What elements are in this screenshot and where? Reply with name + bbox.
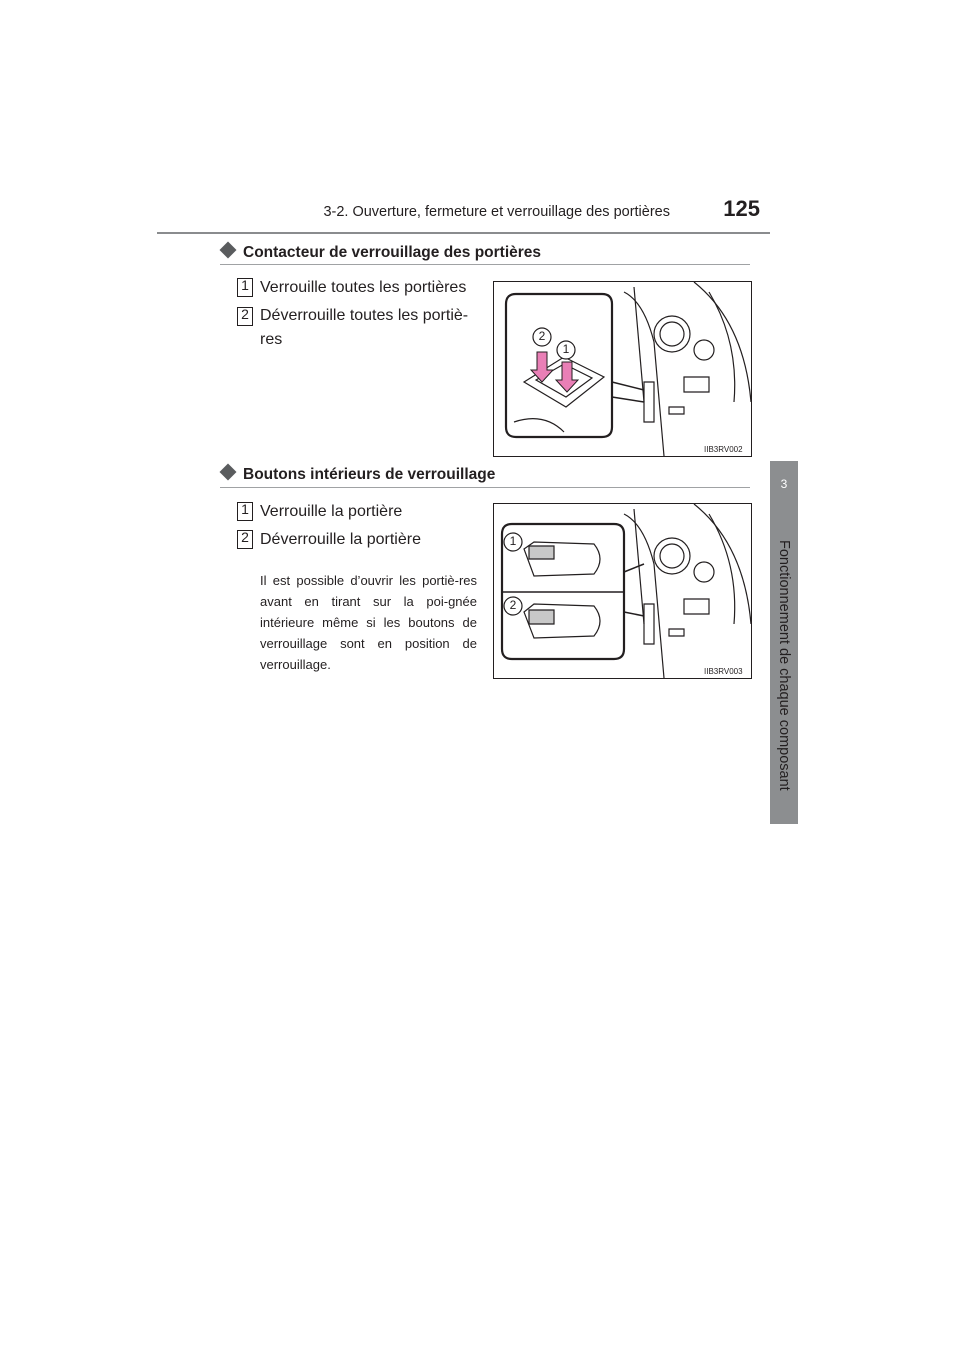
item-number-1: 1 [238, 501, 252, 518]
section-divider [220, 487, 750, 488]
section-heading-door-lock-switch [220, 244, 541, 262]
section-heading-text: Boutons intérieurs de verrouillage [243, 466, 496, 483]
section-divider [220, 264, 750, 265]
chapter-number: 3 [780, 477, 788, 491]
figure-code: IIB3RV002 [704, 445, 743, 454]
diamond-bullet-icon [220, 242, 237, 259]
callout-label: 1 [509, 534, 517, 548]
item-text: Verrouille toutes les portières [260, 279, 467, 296]
item-text: Déverrouille toutes les portiè-res [260, 307, 469, 348]
callout-label: 1 [562, 342, 570, 356]
section-heading-text: Contacteur de verrouillage des portières [243, 244, 542, 261]
page-number: 125 [723, 196, 760, 221]
chapter-title: Fonctionnement de chaque composant [776, 540, 792, 791]
item-text: Déverrouille la portière [260, 531, 421, 548]
inside-lock-buttons-illustration [494, 504, 751, 678]
header-divider [157, 232, 770, 234]
figure-inside-lock-buttons [493, 503, 752, 679]
figure-code: IIB3RV003 [704, 667, 743, 676]
callout-label: 2 [538, 329, 546, 343]
chapter-title-container [770, 540, 798, 808]
section-heading-inside-lock-buttons [220, 466, 495, 484]
running-header: 3-2. Ouverture, fermeture et verrouillage des portières [323, 204, 670, 220]
item-number-1: 1 [238, 277, 252, 294]
callout-label: 2 [509, 598, 517, 612]
item-text: Verrouille la portière [260, 503, 403, 520]
item-number-2: 2 [238, 306, 252, 323]
diamond-bullet-icon [220, 464, 237, 481]
item-number-2: 2 [238, 529, 252, 546]
figure-door-lock-switch [493, 281, 752, 457]
note-paragraph: Il est possible d’ouvrir les portiè-res avant en tirant sur la poi-gnée intérieure même si les boutons de verrouillage sont en position de verrouillage. [260, 573, 477, 672]
door-lock-switch-illustration [494, 282, 751, 456]
